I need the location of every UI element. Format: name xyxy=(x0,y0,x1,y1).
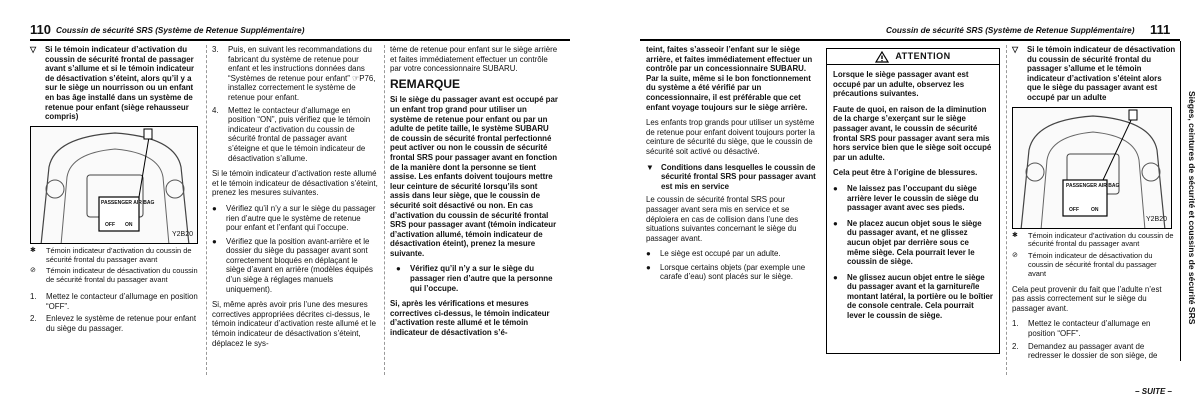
figure-off-label: OFF xyxy=(105,221,115,228)
condition-heading xyxy=(646,163,816,192)
right-header-rule xyxy=(640,39,1180,41)
figure-on-label: ON xyxy=(1091,206,1099,213)
airbag-off-icon: ⊘ xyxy=(1012,252,1018,260)
bullet-item: ● Vérifiez qu’il n’y a sur le siège du passager rien d’autre que la personne qui l’occupe. xyxy=(396,264,553,293)
side-tab xyxy=(1180,41,1200,361)
remark-bullet-list xyxy=(390,264,558,293)
attention-paragraph: Faute de quoi, en raison de la diminution de la charge s’exerçant sur le siège passager avant, le coussin de sécurité frontal SRS pour passager avant sera mis hors service bien que le siège soit occupé par un adulte. xyxy=(833,104,992,162)
paragraph: Cela peut provenir du fait que l’adulte n’est pas assis correctement sur le siège du passager avant. xyxy=(1012,284,1162,313)
condition-text: Si le témoin indicateur de désactivation du coussin de sécurité frontal du passager s’allume et le témoin indicateur d’activation s’éteint alors que le siège du passager avant est occupé par un adulte xyxy=(1027,45,1176,102)
column-divider xyxy=(1006,45,1007,375)
right-page-number: 111 xyxy=(1150,22,1171,37)
attention-body xyxy=(827,65,999,332)
paragraph: teint, faites s’asseoir l’enfant sur le siège arrière, et faites immédiatement effectuer un contrôle par un concessionnaire SUBARU. Par la suite, même si le bon fonctionnement du système a été vérifié par un concessionnaire, il est préférable que cet enfant voyage toujours sur le siège arrière. xyxy=(646,45,813,112)
paragraph: Le coussin de sécurité frontal SRS pour passager avant sera mis en service et se déploiera en cas de collision dans l’une des situations suivantes concernant le siège du passager avant. xyxy=(646,195,799,243)
condition-heading xyxy=(1012,45,1176,103)
left-page-header: Coussin de sécurité SRS (Système de Retenue Supplémentaire) xyxy=(56,26,305,35)
condition-text: Si le témoin indicateur d’activation du coussin de sécurité frontal de passager avant s’allume et si le témoin indicateur de désactivation s’éteint, alors qu’il y a sur le siège un nourrisson ou un enfant en bas âge installé dans un système de retenue pour enfant (siège rehausseur compris) xyxy=(45,45,195,122)
figure-code: Y2B20 xyxy=(171,231,193,239)
right-page-header: Coussin de sécurité SRS (Système de Retenue Supplémentaire) xyxy=(886,26,1135,35)
airbag-off-icon: ⊘ xyxy=(30,267,36,275)
warning-triangle-icon xyxy=(875,51,889,63)
left-header-rule xyxy=(30,39,570,41)
caption-activation: ✱ Témoin indicateur d’activation du coussin de sécurité frontal du passager avant xyxy=(30,245,192,264)
paragraph: Si, même après avoir pris l’une des mesures correctives appropriées décrites ci-dessus, le témoin indicateur d’activation reste allumé et le témoin indicateur de désactivation s’éteint, déplacez le sys- xyxy=(212,300,377,348)
attention-paragraph: Cela peut être à l’origine de blessures. xyxy=(833,168,978,178)
right-col-1 xyxy=(646,45,816,288)
column-divider xyxy=(206,45,207,375)
bullet-item: ● Lorsque certains objets (par exemple une carafe d’eau) sont placés sur le siège. xyxy=(646,262,806,282)
figure-on-label: ON xyxy=(125,221,133,228)
caption-deactivation: ⊘ Témoin indicateur de désactivation du coussin de sécurité frontal du passager avant xyxy=(1012,251,1157,278)
attention-box xyxy=(826,48,1000,354)
bullet-list xyxy=(646,249,816,282)
steps-list-continued xyxy=(212,45,378,163)
side-tab-text: Sièges, ceintures de sécurité et coussins de sécurité SRS xyxy=(1187,91,1197,325)
remark-paragraph: Si le siège du passager avant est occupé par un enfant trop grand pour utiliser un système de retenue pour enfant ou par un adulte de petite taille, le système SUBARU de coussin de sécurité frontal perfectionné peut activer ou non le coussin de sécurité frontal SRS pour passager avant en fonction de la manière dont la personne se tient assise. Les enfants doivent toujours mettre leur ceinture de sécurité lorsqu’ils sont assis dans leur siège, que le coussin de sécurité soit désactivé ou non. En cas d’activation du coussin de sécurité frontal SRS pour passager avant (témoin indicateur d’activation allumé, témoin indicateur de désactivation éteint), prenez la mesure suivante. xyxy=(390,95,558,258)
bullet-item: ● Le siège est occupé par un adulte. xyxy=(646,249,781,259)
condition-heading xyxy=(30,45,198,122)
paragraph: Si le témoin indicateur d’activation reste allumé et le témoin indicateur de désactivation s’éteint, prenez les mesures suivantes. xyxy=(212,169,378,198)
step-item: 2. Enlevez le système de retenue pour enfant du siège du passager. xyxy=(30,314,197,333)
dashboard-figure xyxy=(30,126,198,244)
bullet-list xyxy=(212,204,378,294)
bullet-item: ● Vérifiez que la position avant-arrière et le dossier du siège du passager avant sont correctement bloqués en déplaçant le siège d’avant en arrière (modèles équipés d’un siège à réglages manuels uniquement). xyxy=(212,236,373,294)
caption-activation: ✱ Témoin indicateur d’activation du coussin de sécurité frontal du passager avant xyxy=(1012,230,1174,249)
remark-paragraph: Si, après les vérifications et mesures correctives ci-dessus, le témoin indicateur d’activation reste allumé et le témoin indicateur de désactivation s’é- xyxy=(390,299,550,338)
attention-paragraph: Lorsque le siège passager avant est occupé par un adulte, observez les précautions suivantes. xyxy=(833,70,969,99)
step-item: 1. Mettez le contacteur d’allumage en position “OFF”. xyxy=(1012,319,1151,338)
paragraph: tème de retenue pour enfant sur le siège arrière et faites immédiatement effectuer un contrôle par votre concessionnaire SUBARU. xyxy=(390,45,558,74)
left-col-3 xyxy=(390,45,558,344)
bullet-item: ● Vérifiez qu’il n’y a sur le siège du passager rien d’autre que le système de retenue pour enfant et l’enfant qui l’occupe. xyxy=(212,203,376,233)
paragraph: Les enfants trop grands pour utiliser un système de retenue pour enfant doivent toujours porter la ceinture de sécurité du siège, que le coussin de sécurité soit activé ou désactivé. xyxy=(646,118,815,156)
bullet-item: ● Ne laissez pas l’occupant du siège arrière lever le coussin de siège du passager avant avec ses pieds. xyxy=(833,183,979,213)
condition-text: Conditions dans lesquelles le coussin de sécurité frontal SRS pour passager avant est mis en service xyxy=(661,162,816,191)
step-item: 2. Demandez au passager avant de redresser le dossier de son siège, de xyxy=(1012,341,1158,361)
condition-mark-icon: ▽ xyxy=(1012,45,1019,54)
caption-deactivation: ⊘ Témoin indicateur de désactivation du coussin de sécurité frontal du passager avant xyxy=(30,266,198,285)
left-page-number: 110 xyxy=(30,22,51,37)
airbag-on-icon: ✱ xyxy=(30,246,36,254)
attention-title: ATTENTION xyxy=(895,50,951,61)
figure-code: Y2B20 xyxy=(1145,215,1167,223)
attention-bullet-list xyxy=(833,184,993,321)
step-item: 1. Mettez le contacteur d’allumage en position “OFF”. xyxy=(30,291,198,311)
step-item: 4. Mettez le contacteur d’allumage en position “ON”, puis vérifiez que le témoin indicateur d’activation du coussin de sécurité frontal de passager avant s’éteigne et que le témoin indicateur de désactivation s’allume. xyxy=(212,105,371,163)
steps-list xyxy=(1012,319,1176,360)
step-item: 3. Puis, en suivant les recommandations du fabricant du système de retenue pour enfant et les instructions données dans “Systèmes de retenue pour enfant” ☞P76, installez correctement le système de retenue pour enfant. xyxy=(212,45,376,102)
condition-mark-icon: ▼ xyxy=(646,162,654,172)
figure-passenger-label: PASSENGER AIR BAG xyxy=(101,199,155,206)
dashboard-figure xyxy=(1012,107,1172,229)
left-col-1 xyxy=(30,45,198,336)
steps-list xyxy=(30,292,198,333)
remark-heading: REMARQUE xyxy=(390,76,461,91)
attention-header xyxy=(827,49,999,65)
left-col-2 xyxy=(212,45,378,354)
figure-off-label: OFF xyxy=(1069,206,1079,213)
column-divider xyxy=(384,45,385,375)
condition-mark-icon: ▽ xyxy=(30,45,37,54)
continued-marker: – SUITE – xyxy=(1135,387,1172,396)
bullet-item: ● Ne placez aucun objet sous le siège du passager avant, et ne glissez aucun objet par derrière sous ce même siège. Cela pourrait lever le coussin de siège. xyxy=(833,218,982,267)
right-col-3 xyxy=(1012,45,1176,364)
figure-passenger-label: PASSENGER AIR BAG xyxy=(1066,182,1120,189)
bullet-item: ● Ne glissez aucun objet entre le siège du passager avant et la garniture/le montant latéral, la portière ou le boîtier de console centrale. Cela pourrait lever le coussin de siège. xyxy=(833,272,994,321)
airbag-on-icon: ✱ xyxy=(1012,231,1018,239)
